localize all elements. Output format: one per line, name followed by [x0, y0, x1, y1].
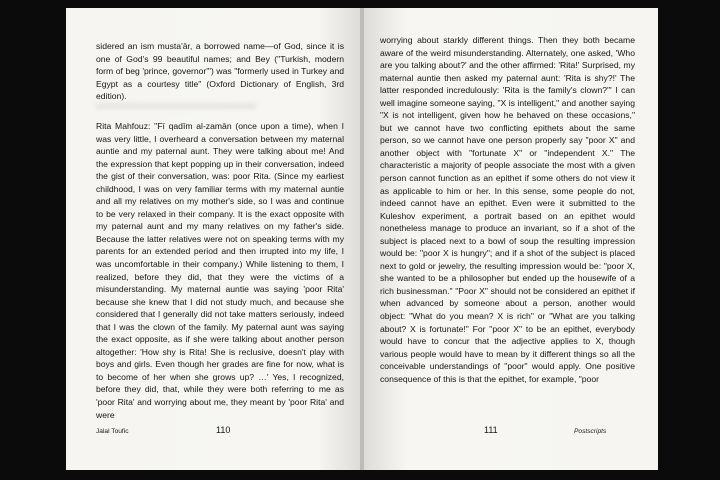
left-paragraph-2-text: Rita Mahfouz: "Fī qadīm al-zamān (once upon a time), when I was very little, I overheard a conversation between my maternal auntie and my paternal aunt. They were talking about me! And the expression that kept popping up in their conversation, indeed the gist of their conversation, was: poor Rita. (Since my earliest childhood, I was on very familiar terms with my maternal auntie and all my relatives on my mother's side, so I was and continue to be very relaxed in their company. It is the exact opposite with my paternal aunt and my many relatives on my father's side. Because the latter relatives were not on speaking terms with my parents for an extended period and then irrupted into my life, I was uncomfortable in their company.) While listening to them, I realized, before they did, that they were the victims of a misunderstanding. My maternal auntie was saying 'poor Rita' because she knew that I did not study much, and because she considered that I generally did not take matters seriously, indeed that I was the clown of the family. My paternal aunt was saying the exact opposite, as if she were talking about another person altogether: 'How shy is Rita! She is reclusive, doesn't play with boys and girls. Even though her grades are fine for now, what is to become of her when she grows up? …' Yes, I recognized, before they did, that, while they were both referring to me as 'poor Rita' and worrying about me, they meant by 'poor Rita' and were — [96, 121, 344, 420]
page-number-right: 111 — [484, 425, 498, 435]
right-page — [362, 8, 658, 470]
footer-author: Jalal Toufic — [96, 428, 129, 435]
right-paragraph-text: worrying about starkly different things. Then they both became aware of the weird misunderstanding. Alternately, one asked, 'Who are you talking about?' and the other affirmed: 'Rita!' Surprised, my maternal auntie then asked my paternal aunt: 'Rita is shy?!' The latter responded incredulously: 'Rita is the family's clown?'" I can well imagine someone saying, "X is intelligent," and another saying "X is not intelligent, given how he behaved on these occasions," but we cannot have two conflicting epithets about the same person, so we cannot have one person properly say "poor X" and another object with "fortunate X" or "independent X." The characteristic a majority of people associate the most with a given person cannot function as an epithet if some others do not view it as applicable to him or her. In this sense, some people do not, indeed cannot have an epithet. Even were it submitted to the Kuleshov experiment, a portrait based on an epithet would nonetheless manage to produce an invariant, so if a shot of the subject is placed next to a bowl of soup the resulting impression would be: "poor X is hungry"; and if a shot of the subject is placed next to gold or jewelry, the resulting impression would be: "poor X, she wanted to be a philosopher but ended up the housewife of a rich businessman." "Poor X" should not be considered an epithet if when advanced by someone about a person, another would object: "What do you mean? X is rich" or "What are you talking about? X is fortunate!" For "poor X" to be an epithet, everybody would have to concur that the adjective applies to X, though various people would have to mean by it different things so all the conceivable understandings of "poor" would apply. One positive consequence of this is that the epithet, for example, "poor — [380, 35, 635, 384]
left-paragraph-1-text: sidered an ism musta'ār, a borrowed name—of God, since it is one of God's 99 beautiful names; and Bey ("Turkish, modern form of beg 'prince, governor'") was "formerly used in Turkey and Egypt as a courtesy title" (Oxford Dictionary of English, 3rd edition). — [96, 41, 344, 102]
left-page — [66, 8, 362, 470]
page-number-left: 110 — [216, 425, 231, 435]
left-paragraph-1 — [96, 40, 344, 103]
faded-line — [96, 103, 256, 109]
footer-section: Postscripts — [574, 428, 607, 435]
open-book — [66, 8, 658, 470]
left-paragraph-2 — [96, 120, 344, 421]
right-paragraph — [380, 34, 635, 385]
book-gutter — [360, 8, 364, 470]
